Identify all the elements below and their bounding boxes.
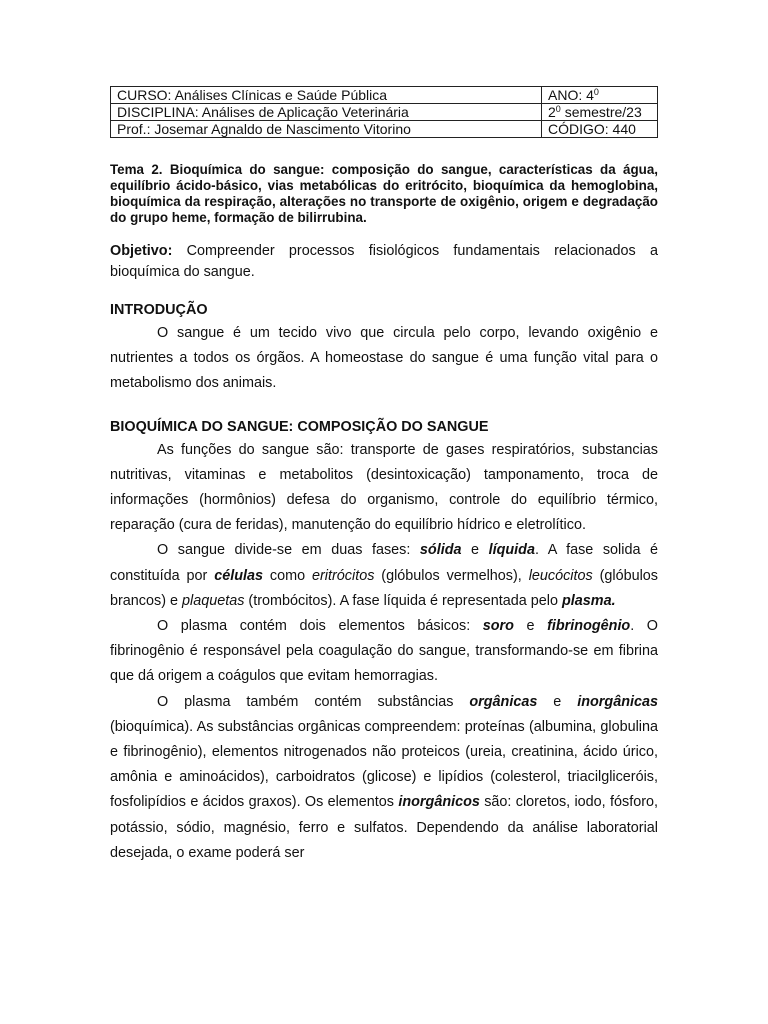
- term-celulas: células: [214, 567, 264, 584]
- discipline-cell: DISCIPLINA: Análises de Aplicação Veterinária: [111, 104, 542, 121]
- table-row: [111, 87, 658, 104]
- plasma-substances-paragraph: [110, 690, 658, 866]
- text-run: (trombócitos). A fase líquida é representada pelo: [244, 592, 562, 609]
- professor-cell: Prof.: Josemar Agnaldo de Nascimento Vitorino: [111, 121, 542, 138]
- semester-cell: [542, 104, 658, 121]
- year-text: ANO: 4: [548, 87, 594, 103]
- term-plasma: plasma.: [562, 592, 616, 609]
- objective-label: Objetivo:: [110, 243, 173, 259]
- text-run: e: [513, 618, 548, 635]
- course-info-table: [110, 86, 658, 138]
- term-liquida: líquida: [488, 542, 535, 559]
- blood-functions-paragraph: As funções do sangue são: transporte de gases respiratórios, substancias nutritivas, vitaminas e metabolitos (desintoxicação) tamponamento, troca de informações (hormônios) defesa do organismo, controle do equilíbrio térmico, reparação (cura de feridas), manutenção do equilíbrio hídrico e eletrolítico.: [110, 441, 658, 534]
- text-run: como: [263, 567, 313, 584]
- table-row: [111, 121, 658, 138]
- theme-heading: Tema 2. Bioquímica do sangue: composição do sangue, características da água, equilíbrio ácido-básico, vias metabólicas do eritrócito, bioquímica da hemoglobina, bioquímica da respiração, alterações no transporte de oxigênio, origem e degradação do grupo heme, formação de bilirrubina.: [110, 162, 658, 225]
- term-inorganicas: inorgânicas: [577, 693, 658, 710]
- text-run: e: [461, 542, 489, 559]
- objective-paragraph: [110, 241, 658, 283]
- term-fibrinogenio: fibrinogênio: [547, 618, 631, 635]
- code-cell: CÓDIGO: 440: [542, 121, 658, 138]
- introduction-heading: INTRODUÇÃO: [110, 302, 208, 318]
- text-run: são: cloretos, iodo, fósforo, potássio, sódio, magnésio, ferro e sulfatos. Dependendo da análise laboratorial desejada, o exame poderá ser: [110, 794, 659, 861]
- text-run: . A fase solida é constituída por: [110, 542, 659, 584]
- term-organicas: orgânicas: [469, 693, 538, 710]
- text-run: O sangue divide-se em duas fases:: [157, 542, 420, 559]
- text-run: O plasma também contém substâncias: [157, 693, 470, 710]
- term-leucocitos: leucócitos: [528, 567, 593, 584]
- text-run: (glóbulos brancos) e: [110, 567, 658, 609]
- term-plaquetas: plaquetas: [182, 592, 245, 609]
- course-cell: CURSO: Análises Clínicas e Saúde Pública: [111, 87, 542, 104]
- term-soro: soro: [482, 618, 514, 635]
- term-inorganicos: inorgânicos: [398, 794, 480, 811]
- introduction-paragraph: O sangue é um tecido vivo que circula pelo corpo, levando oxigênio e nutrientes a todos os órgãos. A homeostase do sangue é uma função vital para o metabolismo dos animais.: [110, 325, 658, 392]
- semester-text: semestre/23: [560, 104, 642, 120]
- blood-phases-paragraph: [110, 538, 658, 614]
- composition-heading: BIOQUÍMICA DO SANGUE: COMPOSIÇÃO DO SANGUE: [110, 418, 489, 435]
- semester-superscript: 0: [555, 104, 561, 114]
- text-run: e: [537, 693, 578, 710]
- text-run: . O fibrinogênio é responsável pela coagulação do sangue, transformando-se em fibrina que dá origem a coágulos que evitam hemorragias.: [110, 618, 658, 685]
- year-superscript: 0: [593, 87, 599, 97]
- text-run: (bioquímica). As substâncias orgânicas compreendem: proteínas (albumina, globulina e fibrinogênio), elementos nitrogenados não proteicos (ureia, creatinina, ácido úrico, amônia e aminoácidos), carboidratos (glicose) e lipídios (colesterol, triacilgliceróis, fosfolipídios e ácidos graxos). Os elementos: [110, 718, 658, 811]
- term-solida: sólida: [419, 542, 462, 559]
- text-run: O plasma contém dois elementos básicos:: [157, 618, 483, 635]
- semester-number: 2: [548, 104, 556, 120]
- page-content: [110, 86, 658, 866]
- text-run: (glóbulos vermelhos),: [374, 567, 529, 584]
- objective-text: Compreender processos fisiológicos fundamentais relacionados a bioquímica do sangue.: [110, 243, 658, 280]
- plasma-elements-paragraph: [110, 614, 658, 690]
- term-eritrocitos: eritrócitos: [312, 567, 375, 584]
- year-cell: [542, 87, 658, 104]
- table-row: [111, 104, 658, 121]
